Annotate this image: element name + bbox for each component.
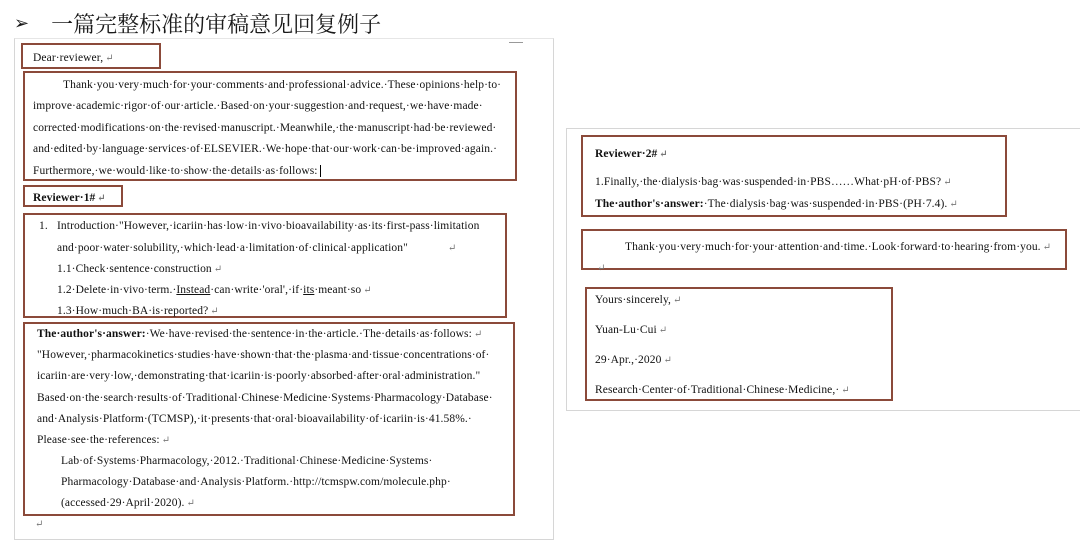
thanks-line-4: and·edited·by·language·services·of·ELSEVIER.·We·hope·that·our·work·can·be·improved·again.· (33, 143, 498, 155)
salutation: Dear·reviewer, ↵ (33, 52, 114, 64)
reviewer2-comment: 1.Finally,·the·dialysis·bag·was·suspended·in·PBS……What·pH·of·PBS? ↵ (595, 176, 952, 188)
answer-line-1: The·author's·answer:·We·have·revised·the·sentence·in·the·article.·The·details·as·follows: ↵ (37, 328, 483, 340)
thanks-line-3: corrected·modifications·on·the·revised·manuscript.·Meanwhile,·the·manuscript·had·be·reviewed· (33, 122, 497, 134)
right-document-page (566, 128, 1080, 411)
answer-line-3: icariin·are·very·low,·demonstrating·that·icariin·is·poorly·absorbed·after·oral·administration." (37, 370, 481, 382)
thanks-line-2: improve·academic·rigor·of·our·article.·Based·on·your·suggestion·and·request,·we·have·made· (33, 100, 483, 112)
answer-line-5: and·Analysis·Platform·(TCMSP),·it·presents·that·oral·bioavailability·of·icariin·is·41.58%.· (37, 413, 472, 425)
trailing-paragraph-mark: ↵ (35, 519, 44, 530)
thanks-line-5: Furthermore,·we·would·like·to·show·the·details·as·follows: (33, 164, 321, 178)
reviewer1-label: Reviewer·1# ↵ (33, 192, 106, 204)
paragraph-mark: ↵ (597, 263, 606, 274)
reference-line-1: Lab·of·Systems·Pharmacology,·2012.·Traditional·Chinese·Medicine·Systems· (61, 455, 433, 467)
comment-sub-1: 1.1·Check·sentence·construction ↵ (57, 263, 223, 275)
page-corner-mark (509, 42, 523, 43)
comment-sub-3: 1.3·How·much·BA·is·reported? ↵ (57, 305, 219, 317)
comment-number: 1. (39, 220, 48, 232)
comment-sub-2: 1.2·Delete·in·vivo·term.·Instead·can·write·'oral',·if·its·meant·so ↵ (57, 284, 372, 296)
slide-heading (14, 6, 381, 40)
letter-date: 29·Apr.,·2020 ↵ (595, 354, 672, 366)
arrow-bullet-icon: ➢ (14, 12, 30, 34)
heading-title: 一篇完整标准的审稿意见回复例子 (51, 12, 382, 38)
affiliation: Research·Center·of·Traditional·Chinese·Medicine,· ↵ (595, 384, 850, 396)
answer-line-2: "However,·pharmacokinetics·studies·have·shown·that·the·plasma·and·tissue·concentrations·of· (37, 349, 490, 361)
author-name: Yuan-Lu·Cui ↵ (595, 324, 668, 336)
left-document-page (14, 38, 554, 540)
sign-off: Yours·sincerely, ↵ (595, 294, 682, 306)
thanks-line-1: Thank·you·very·much·for·your·comments·and·professional·advice.·These·opinions·help·to· (63, 79, 502, 91)
closing-thanks: Thank·you·very·much·for·your·attention·and·time.·Look·forward·to·hearing·from·you. ↵ (625, 241, 1052, 253)
answer-line-4: Based·on·the·search·results·of·Traditional·Chinese·Medicine·Systems·Pharmacology·Database· (37, 392, 493, 404)
reviewer2-answer: The·author's·answer:·The·dialysis·bag·was·suspended·in·PBS·(PH·7.4). ↵ (595, 198, 958, 210)
text-cursor (320, 165, 321, 177)
reviewer2-label: Reviewer·2# ↵ (595, 148, 668, 160)
comment-line-2: and·poor·water·solubility,·which·lead·a·limitation·of·clinical·application" ↵ (57, 242, 457, 254)
reference-line-2: Pharmacology·Database·and·Analysis·Platform.·http://tcmspw.com/molecule.php· (61, 476, 451, 488)
comment-line-1: Introduction·"However,·icariin·has·low·in·vivo·bioavailability·as·its·first-pass·limitation (57, 220, 480, 232)
reference-line-3: (accessed·29·April·2020). ↵ (61, 497, 196, 509)
answer-line-6: Please·see·the·references: ↵ (37, 434, 171, 446)
